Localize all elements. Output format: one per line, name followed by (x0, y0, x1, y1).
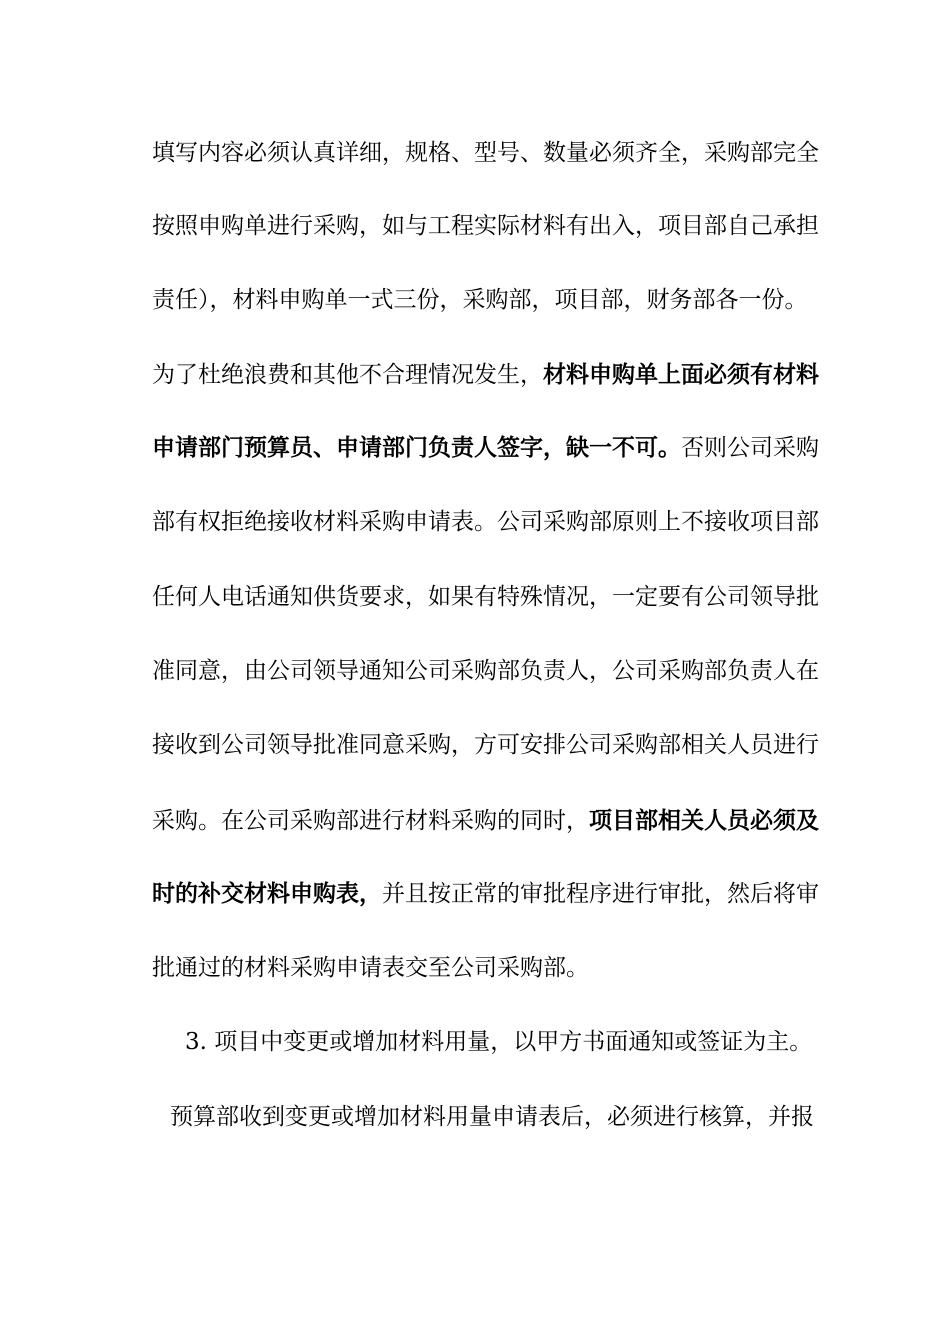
bold-text-run: 申请部门预算员、申请部门负责人签字，缺一不可。 (152, 434, 681, 461)
paragraph-line (152, 507, 819, 537)
text-run: 预算部收到变更或增加材料用量申请表后，必须进行核算，并报 (170, 1104, 814, 1130)
bold-text-run: 材料申购单上面必须有材料 (543, 361, 819, 388)
paragraph-line (152, 360, 819, 390)
text-run: 填写内容必须认真详细，规格、型号、数量必须齐全，采购部完全 (152, 140, 819, 166)
paragraph-line (170, 1102, 814, 1132)
text-run: 批通过的材料采购申请表交至公司采购部。 (152, 955, 589, 981)
text-run: 准同意，由公司领导通知公司采购部负责人，公司采购部负责人在 (152, 658, 819, 684)
text-run: 为了杜绝浪费和其他不合理情况发生， (152, 362, 543, 388)
paragraph-line (152, 138, 819, 168)
paragraph-line (152, 211, 819, 241)
text-run: 部有权拒绝接收材料采购申请表。公司采购部原则上不接收项目部 (152, 509, 819, 535)
paragraph-line (152, 582, 819, 612)
paragraph-line (152, 656, 819, 686)
numbered-item (185, 1027, 813, 1057)
text-run: 并且按正常的审批程序进行审批，然后将审 (382, 881, 819, 907)
text-run: 接收到公司领导批准同意采购，方可安排公司采购部相关人员进行 (152, 732, 819, 758)
bold-text-run: 项目部相关人员必须及 (589, 807, 819, 834)
paragraph-line (152, 879, 819, 909)
text-run: 采购。在公司采购部进行材料采购的同时， (152, 808, 589, 834)
paragraph-line (152, 730, 819, 760)
text-run: 按照申购单进行采购，如与工程实际材料有出入，项目部自己承担 (152, 213, 819, 239)
text-run: 否则公司采购 (681, 435, 819, 461)
paragraph-line (152, 433, 819, 463)
paragraph-line (152, 806, 819, 836)
bold-text-run: 时的补交材料申购表， (152, 880, 382, 907)
text-run: 任何人电话通知供货要求，如果有特殊情况，一定要有公司领导批 (152, 584, 819, 610)
text-run: 责任），材料申购单一式三份，采购部，项目部，财务部各一份。 (152, 287, 808, 313)
text-run: 3. 项目中变更或增加材料用量，以甲方书面通知或签证为主。 (185, 1029, 813, 1055)
paragraph-line (152, 285, 808, 315)
paragraph-line (152, 953, 802, 983)
